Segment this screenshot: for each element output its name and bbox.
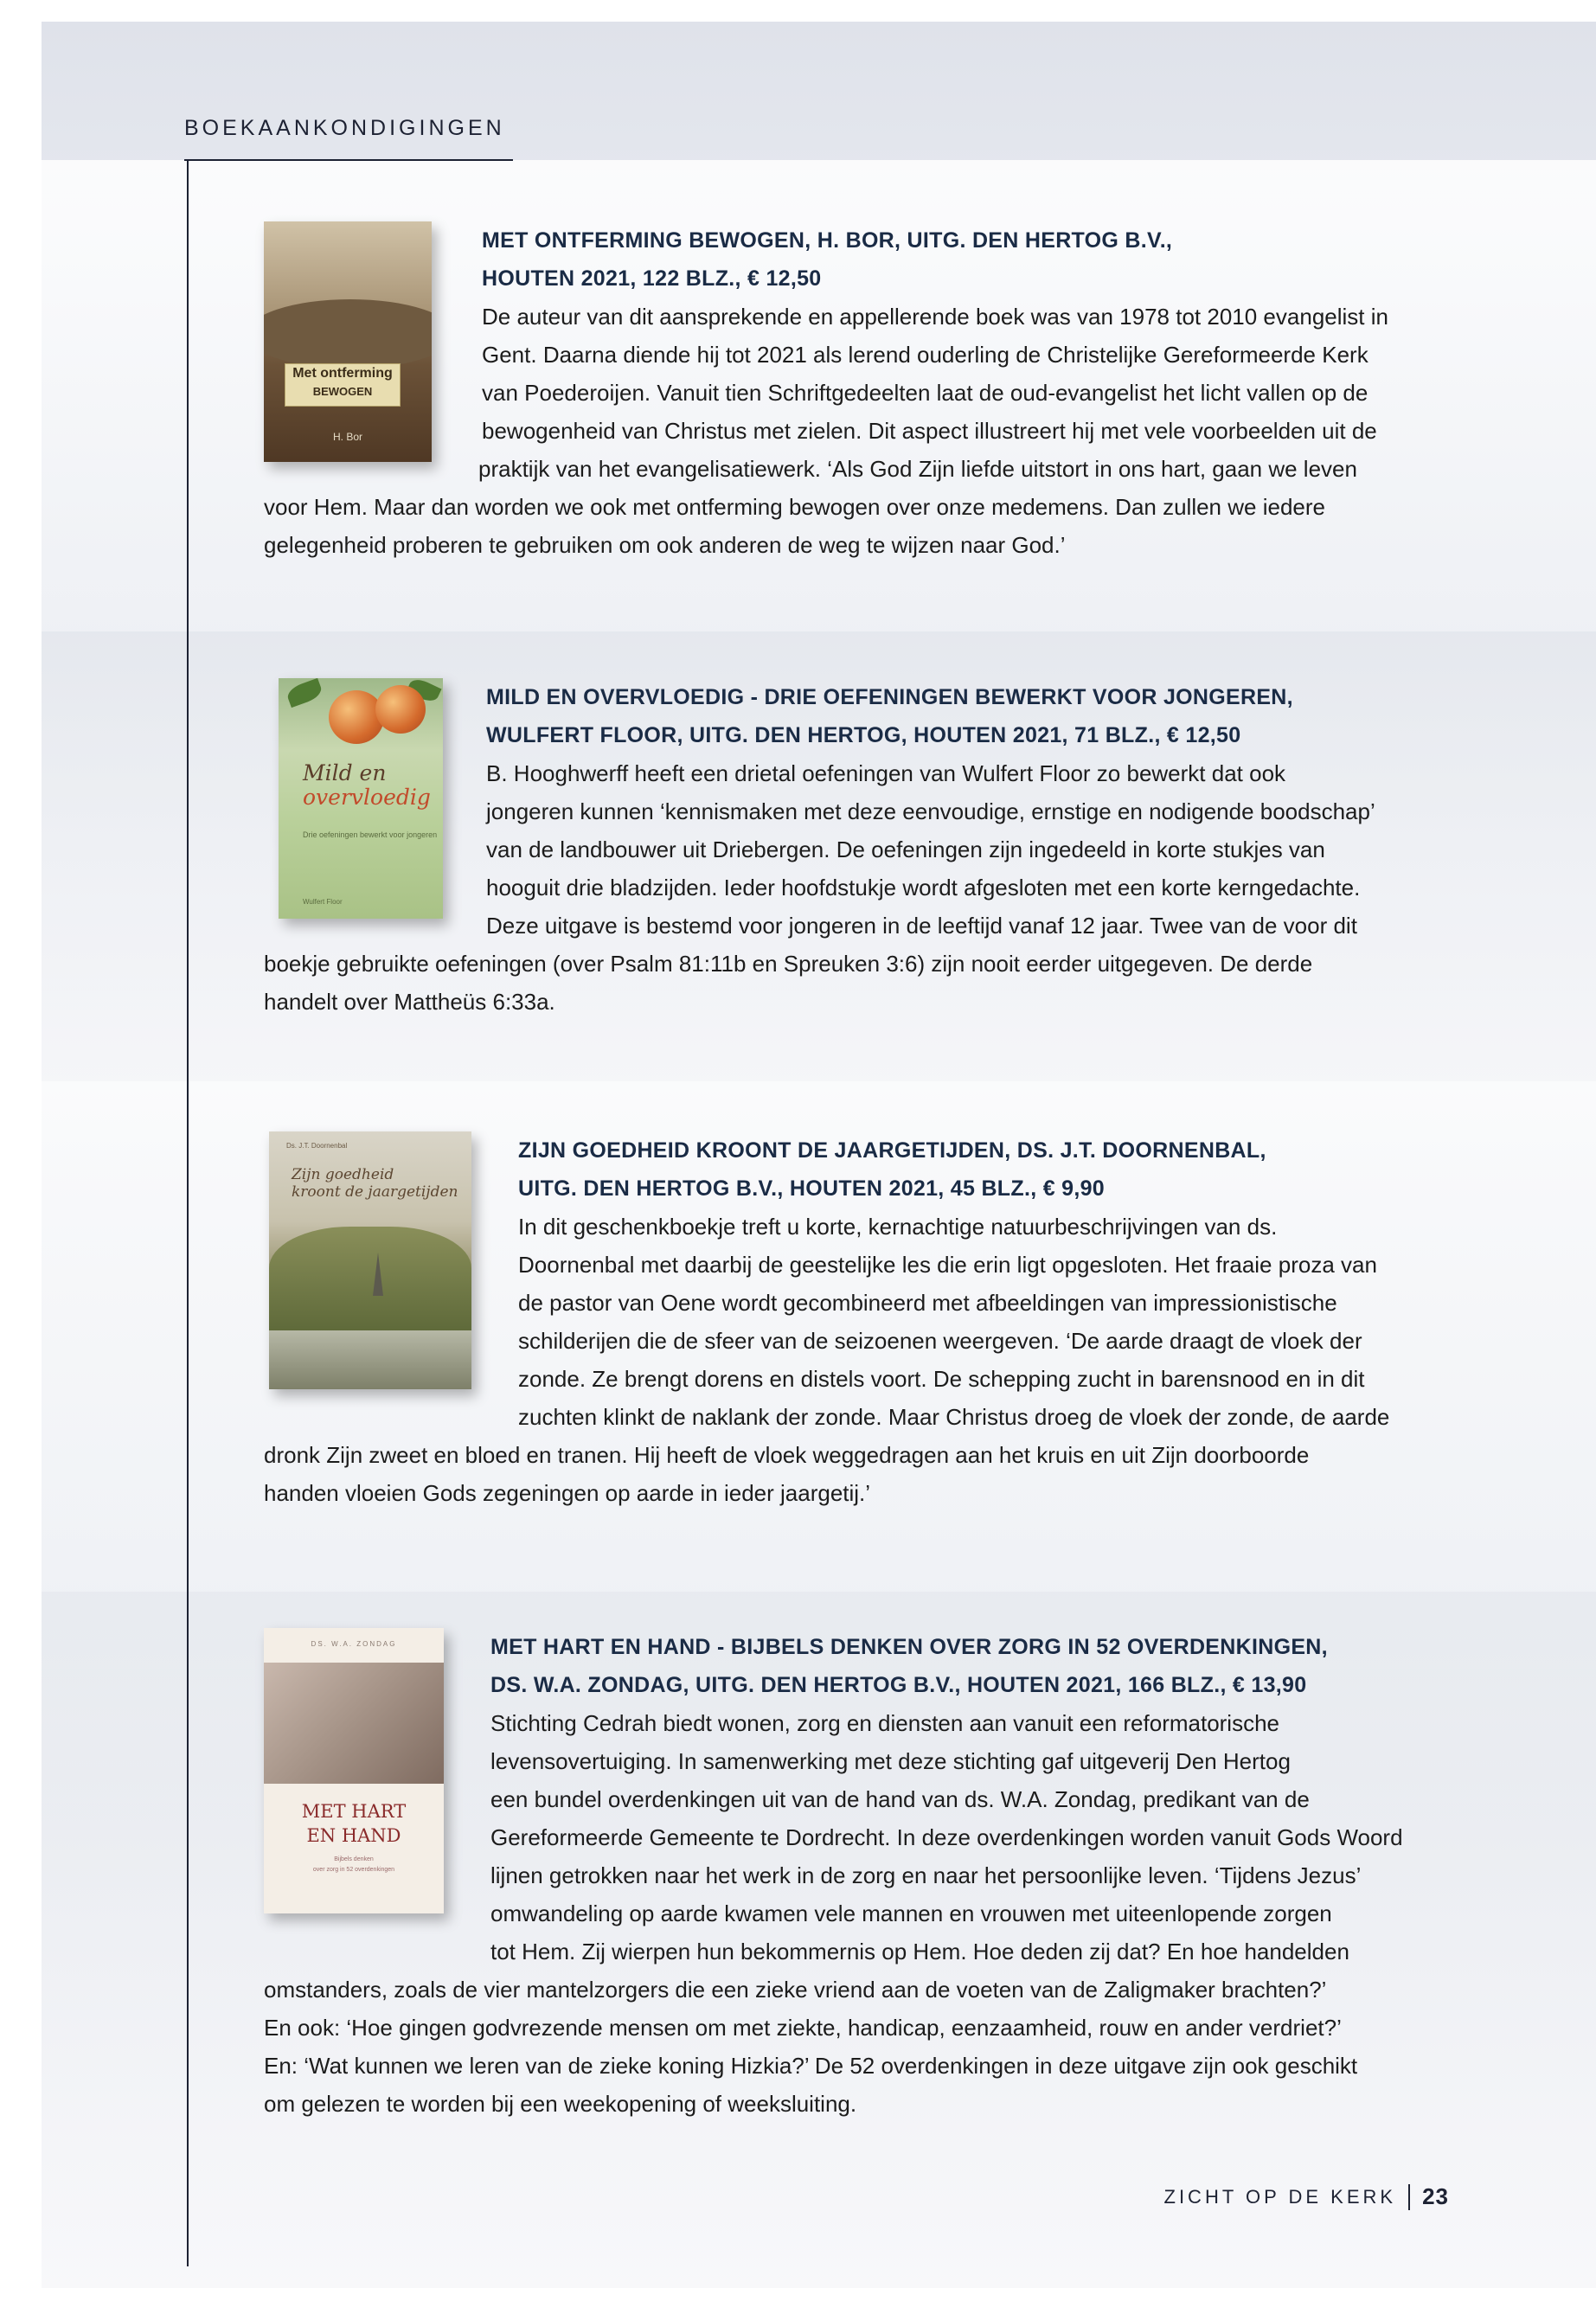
cover-subtitle: Bijbels denken [334,1856,374,1862]
cover-title: overvloedig [303,785,431,810]
book-entry [264,1628,1527,2130]
margin-rule [187,161,189,2266]
entry-line: schilderijen die de sfeer van de seizoenen weergeven. ‘De aarde draagt de vloek der [518,1328,1362,1354]
cover-label [285,363,401,407]
entry-continuation [264,488,1325,564]
entry-line: hooguit drie bladzijden. Ieder hoofdstukje wordt afgesloten met een korte kerngedachte. [486,875,1361,901]
entry-title: DS. W.A. ZONDAG, UITG. DEN HERTOG B.V., HOUTEN 2021, 166 BLZ., € 13,90 [490,1673,1307,1697]
book-cover [264,1628,444,1913]
book-entry [264,678,1527,1024]
entry-title: HOUTEN 2021, 122 BLZ., € 12,50 [482,266,822,291]
entry-line: Doornenbal met daarbij de geestelijke les die erin ligt opgesloten. Het fraaie proza van [518,1252,1377,1278]
cover-title: BEWOGEN [312,385,373,398]
apple-graphic [375,685,426,734]
entry-line: In dit geschenkboekje treft u korte, kernachtige natuurbeschrijvingen van ds. [518,1214,1278,1240]
church-spire-graphic [373,1253,383,1296]
magazine-name: ZICHT OP DE KERK [1163,2185,1397,2208]
entry-title: MET HART EN HAND - BIJBELS DENKEN OVER ZORG IN 52 OVERDENKINGEN, [490,1635,1328,1659]
cover-title: Met ontferming [292,366,393,381]
entry-text [490,1628,1403,1971]
cover-title: MET HART [301,1801,407,1822]
entry-text [486,678,1375,945]
entry-line: levensovertuiging. In samenwerking met deze stichting gaf uitgeverij Den Hertog [490,1748,1291,1774]
entry-line: de pastor van Oene wordt gecombineerd met afbeeldingen van impressionistische [518,1290,1337,1316]
entry-line: En: ‘Wat kunnen we leren van de zieke koning Hizkia?’ De 52 overdenkingen in deze uitgave zijn ook geschikt [264,2053,1358,2079]
entry-line: B. Hooghwerff heeft een drietal oefeningen van Wulfert Floor zo bewerkt dat ook [486,760,1286,786]
entry-text [518,1131,1389,1436]
cover-title: EN HAND [306,1825,401,1846]
cover-author: H. Bor [332,431,362,443]
entry-continuation [264,1971,1357,2123]
entry-title: MET ONTFERMING BEWOGEN, H. BOR, UITG. DEN HERTOG B.V., [482,228,1173,253]
book-cover [279,678,443,919]
entry-line: Deze uitgave is bestemd voor jongeren in de leeftijd vanaf 12 jaar. Twee van de voor dit [486,913,1357,939]
cover-title: Zijn goedheid [292,1166,394,1183]
book-entry [264,221,1527,567]
entry-line: Stichting Cedrah biedt wonen, zorg en diensten aan vanuit een reformatorische [490,1710,1280,1736]
entry-line: praktijk van het evangelisatiewerk. ‘Als God Zijn liefde uitstort in ons hart, gaan we leven [478,456,1357,482]
apple-graphic [329,690,384,744]
entry-line: handelt over Mattheüs 6:33a. [264,989,555,1015]
entry-title: UITG. DEN HERTOG B.V., HOUTEN 2021, 45 BLZ., € 9,90 [518,1176,1105,1201]
entry-line: zonde. Ze brengt dorens en distels voort. De schepping zucht in barensnood en in dit [518,1366,1365,1392]
page-number: 23 [1422,2183,1449,2209]
entry-line: een bundel overdenkingen uit van de hand van ds. W.A. Zondag, predikant van de [490,1786,1310,1812]
footer-divider [1408,2184,1410,2210]
page-footer [1164,2183,1450,2210]
entry-line: Gent. Daarna diende hij tot 2021 als lerend ouderling de Christelijke Gereformeerde Kerk [482,342,1368,368]
entry-line: lijnen getrokken naar het werk in de zorg en naar het persoonlijke leven. ‘Tijdens Jezus’ [490,1862,1362,1888]
section-header: BOEKAANKONDIGINGEN [184,116,505,140]
entry-line: tot Hem. Zij wierpen hun bekommernis op Hem. Hoe deden zij dat? En hoe handelden [490,1939,1349,1965]
cover-title: kroont de jaargetijden [292,1183,458,1201]
cover-subtitle: over zorg in 52 overdenkingen [312,1867,395,1873]
cover-author: DS. W.A. ZONDAG [311,1640,397,1648]
entry-line: dronk Zijn zweet en bloed en tranen. Hij heeft de vloek weggedragen aan het kruis en uit Zijn doorboorde [264,1442,1310,1468]
entry-text [478,221,1388,488]
entry-title: ZIJN GOEDHEID KROONT DE JAARGETIJDEN, DS. J.T. DOORNENBAL, [518,1138,1266,1163]
entry-line: omstanders, zoals de vier mantelzorgers die een zieke vriend aan de voeten van de Zaligmaker brachten?’ [264,1977,1327,2003]
book-cover [264,221,432,462]
entry-line: voor Hem. Maar dan worden we ook met ontferming bewogen over onze medemens. Dan zullen we iedere [264,494,1325,520]
entry-line: om gelezen te worden bij een weekopening of weeksluiting. [264,2091,857,2117]
cover-subtitle: Drie oefeningen bewerkt voor jongeren [303,830,438,839]
entry-line: Gereformeerde Gemeente te Dordrecht. In deze overdenkingen worden vanuit Gods Woord [490,1824,1403,1850]
cover-title: Mild en [303,760,387,785]
cover-author: Wulfert Floor [303,898,343,906]
entry-continuation [264,1436,1309,1512]
entry-continuation [264,945,1312,1021]
entry-line: handen vloeien Gods zegeningen op aarde in ieder jaargetij.’ [264,1480,871,1506]
entry-title: MILD EN OVERVLOEDIG - DRIE OEFENINGEN BEWERKT VOOR JONGEREN, [486,685,1293,709]
entry-line: bewogenheid van Christus met zielen. Dit aspect illustreert hij met vele voorbeelden uit de [482,418,1377,444]
entry-line: van de landbouwer uit Driebergen. De oefeningen zijn ingedeeld in korte stukjes van [486,836,1325,862]
entry-line: En ook: ‘Hoe gingen godvrezende mensen om met ziekte, handicap, eenzaamheid, rouw en ander verdriet?’ [264,2015,1342,2041]
entry-line: van Poederoijen. Vanuit tien Schriftgedeelten laat de oud-evangelist het licht vallen op de [482,380,1368,406]
entry-line: jongeren kunnen ‘kennismaken met deze eenvoudige, ernstige en nodigende boodschap’ [486,798,1375,824]
book-entry [264,1131,1527,1529]
book-cover [269,1131,471,1389]
entry-line: omwandeling op aarde kwamen vele mannen en vrouwen met uiteenlopende zorgen [490,1900,1332,1926]
entry-line: zuchten klinkt de naklank der zonde. Maar Christus droeg de vloek der zonde, de aarde [518,1404,1390,1430]
entry-line: boekje gebruikte oefeningen (over Psalm 81:11b en Spreuken 3:6) zijn nooit eerder uitgegeven. De derde [264,951,1313,977]
entry-line: gelegenheid proberen te gebruiken om ook anderen de weg te wijzen naar God.’ [264,532,1066,558]
entry-line: De auteur van dit aansprekende en appellerende boek was van 1978 tot 2010 evangelist in [482,304,1388,330]
cover-author: Ds. J.T. Doornenbal [286,1142,348,1150]
entry-title: WULFERT FLOOR, UITG. DEN HERTOG, HOUTEN 2021, 71 BLZ., € 12,50 [486,723,1241,747]
header-rule [184,159,513,161]
hands-photo [264,1663,444,1784]
